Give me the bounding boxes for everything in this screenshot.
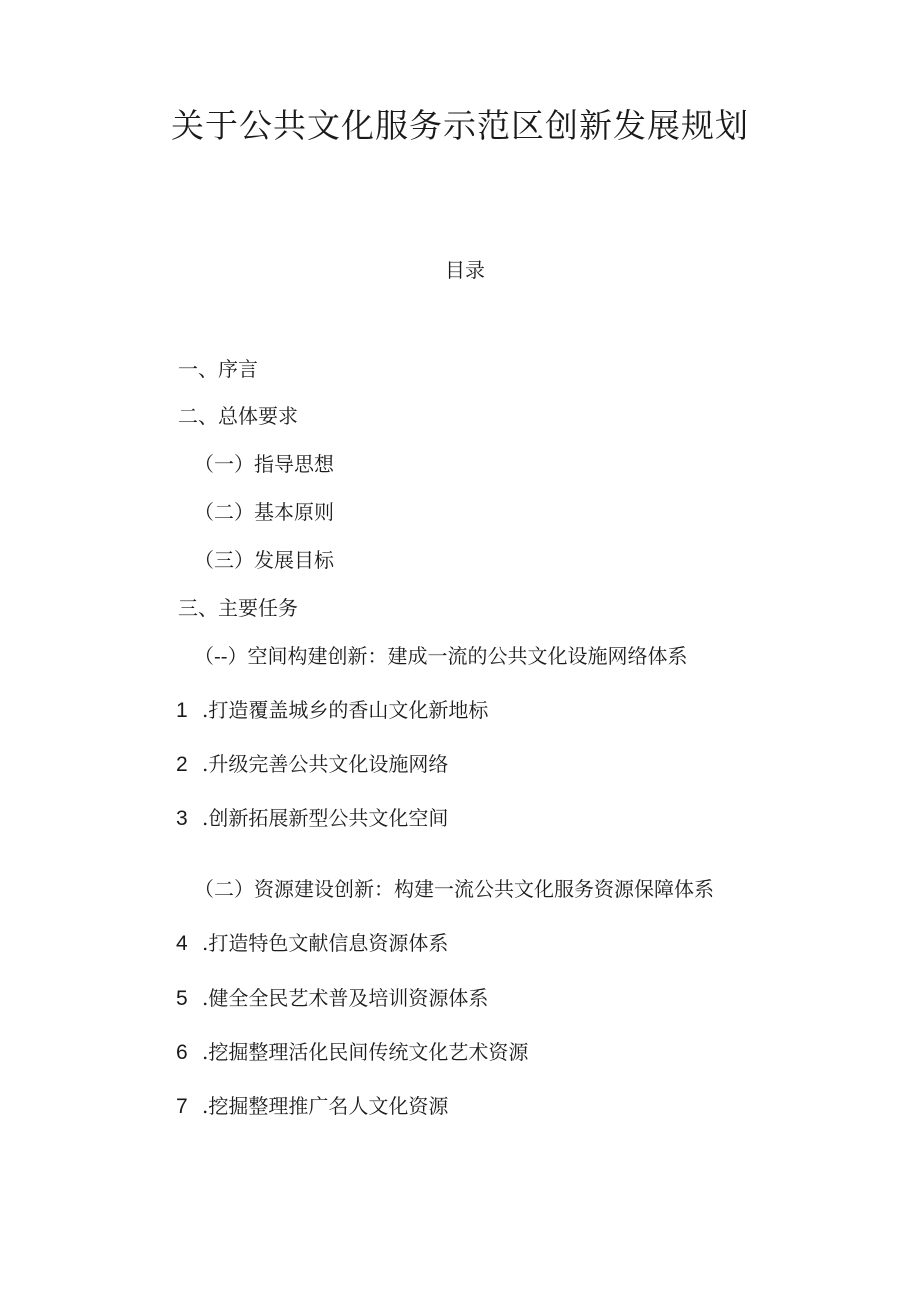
toc-item-text: .升级完善公共文化设施网络 <box>202 752 449 776</box>
toc-item-text: .挖掘整理活化民间传统文化艺术资源 <box>202 1040 529 1064</box>
toc-item-number: 5 <box>176 987 188 1010</box>
toc-item-number: 6 <box>176 1041 188 1064</box>
toc-entry-development-goals: （三）发展目标 <box>194 548 334 572</box>
toc-item-number: 7 <box>176 1095 188 1118</box>
toc-heading: 目录 <box>445 258 485 282</box>
toc-entry-item-3 <box>176 803 448 834</box>
toc-entry-space-innovation: （--）空间构建创新：建成一流的公共文化设施网络体系 <box>194 644 688 668</box>
toc-item-number: 2 <box>176 753 188 776</box>
toc-item-number: 3 <box>176 807 188 830</box>
toc-entry-item-1 <box>176 695 488 726</box>
toc-item-text: .打造覆盖城乡的香山文化新地标 <box>202 698 489 722</box>
toc-entry-item-5 <box>176 983 488 1014</box>
toc-entry-general-requirements: 二、总体要求 <box>178 404 298 428</box>
toc-entry-item-6 <box>176 1037 528 1068</box>
toc-item-text: .挖掘整理推广名人文化资源 <box>202 1094 449 1118</box>
toc-entry-basic-principles: （二）基本原则 <box>194 500 334 524</box>
toc-item-text: .打造特色文献信息资源体系 <box>202 931 449 955</box>
toc-entry-item-4 <box>176 928 448 959</box>
toc-entry-preface: 一、序言 <box>178 357 258 381</box>
toc-entry-guiding-ideology: （一）指导思想 <box>194 452 334 476</box>
toc-entry-resource-innovation: （二）资源建设创新：构建一流公共文化服务资源保障体系 <box>194 877 714 901</box>
toc-item-number: 1 <box>176 699 188 722</box>
toc-entry-item-2 <box>176 749 448 780</box>
document-title: 关于公共文化服务示范区创新发展规划 <box>171 106 749 145</box>
toc-entry-item-7 <box>176 1091 448 1122</box>
toc-item-text: .创新拓展新型公共文化空间 <box>202 806 449 830</box>
toc-item-number: 4 <box>176 932 188 955</box>
toc-entry-main-tasks: 三、主要任务 <box>178 596 298 620</box>
toc-item-text: .健全全民艺术普及培训资源体系 <box>202 986 489 1010</box>
